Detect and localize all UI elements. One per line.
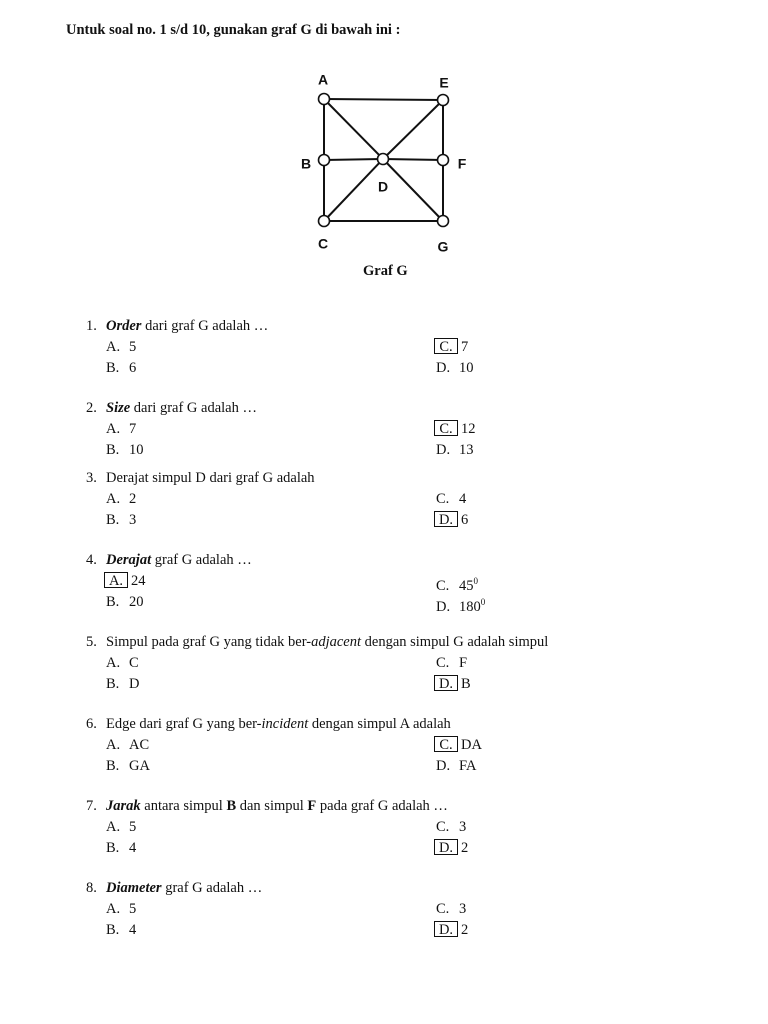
option-text: 7 xyxy=(461,339,469,355)
stem-text: graf G adalah … xyxy=(151,552,252,568)
option-letter: C. xyxy=(434,736,458,752)
edge-BD xyxy=(324,159,383,160)
option-a[interactable] xyxy=(104,571,146,591)
question-number: 1. xyxy=(86,318,97,334)
option-letter: D. xyxy=(434,921,458,937)
option-d[interactable] xyxy=(434,440,474,460)
vertex-C xyxy=(319,216,330,227)
option-letter: B. xyxy=(106,758,120,774)
option-text: 10 xyxy=(459,360,474,376)
stem-text: antara simpul xyxy=(140,798,227,814)
option-c[interactable] xyxy=(434,337,468,357)
vertex-label-A: A xyxy=(317,71,329,88)
question-2 xyxy=(86,398,706,458)
option-d[interactable] xyxy=(434,358,474,378)
option-text: 2 xyxy=(129,491,137,507)
option-c[interactable] xyxy=(434,653,467,673)
edge-DG xyxy=(383,159,443,221)
question-number: 8. xyxy=(86,880,97,896)
option-c[interactable] xyxy=(434,899,466,919)
option-letter: D. xyxy=(436,598,451,615)
question-stem xyxy=(86,398,706,419)
stem-text: Derajat simpul D dari graf G adalah xyxy=(106,470,315,486)
option-letter: D. xyxy=(436,442,451,458)
option-text: 20 xyxy=(129,594,144,610)
option-text: 3 xyxy=(129,512,137,528)
option-text: 7 xyxy=(129,421,137,437)
option-text: 12 xyxy=(461,421,476,437)
edge-ED xyxy=(383,100,443,159)
edge-AD xyxy=(324,99,383,159)
stem-text: Edge dari graf G yang ber- xyxy=(106,716,262,732)
edge-AE xyxy=(324,99,443,100)
option-letter: D. xyxy=(436,360,451,376)
vertex-label-E: E xyxy=(439,74,449,91)
option-c[interactable] xyxy=(434,817,466,837)
option-text: FA xyxy=(459,758,477,774)
question-6 xyxy=(86,714,706,774)
option-b[interactable] xyxy=(104,920,136,940)
option-c[interactable] xyxy=(434,735,482,755)
option-a[interactable] xyxy=(104,817,136,837)
question-7 xyxy=(86,796,706,856)
option-text: B xyxy=(461,676,471,692)
vertex-D xyxy=(378,154,389,165)
option-letter: B. xyxy=(106,922,120,938)
option-letter: C. xyxy=(436,819,450,835)
option-b[interactable] xyxy=(104,440,144,460)
question-8 xyxy=(86,878,706,938)
question-number: 3. xyxy=(86,470,97,486)
question-number: 7. xyxy=(86,798,97,814)
question-4 xyxy=(86,550,706,615)
option-text: 6 xyxy=(461,512,469,528)
option-text: 4 xyxy=(129,922,137,938)
option-letter: D. xyxy=(434,839,458,855)
option-a[interactable] xyxy=(104,735,149,755)
option-a[interactable] xyxy=(104,337,136,357)
vertex-G xyxy=(438,216,449,227)
option-a[interactable] xyxy=(104,899,136,919)
stem-text: B xyxy=(226,798,237,814)
option-b[interactable] xyxy=(104,674,139,694)
vertex-label-C: C xyxy=(317,235,329,252)
option-letter: B. xyxy=(106,676,120,692)
option-text: 2 xyxy=(461,840,469,856)
stem-text: dan simpul xyxy=(236,798,308,814)
degree-superscript: 0 xyxy=(473,576,478,586)
stem-text: F xyxy=(307,798,317,814)
option-text: 10 xyxy=(129,442,144,458)
option-text: C xyxy=(129,655,139,671)
stem-text: dari graf G adalah … xyxy=(141,318,269,334)
option-letter: B. xyxy=(106,360,120,376)
option-d[interactable] xyxy=(434,592,485,617)
option-text: 45 xyxy=(459,577,474,594)
question-number: 4. xyxy=(86,552,97,568)
option-b[interactable] xyxy=(104,592,144,612)
question-3 xyxy=(86,468,706,528)
graph-caption: Graf G xyxy=(363,263,408,279)
option-a[interactable] xyxy=(104,419,136,439)
vertex-label-D: D xyxy=(377,178,389,195)
vertex-B xyxy=(319,155,330,166)
option-letter: B. xyxy=(106,594,120,610)
option-letter: C. xyxy=(434,338,458,354)
question-stem xyxy=(86,316,706,337)
option-letter: B. xyxy=(106,512,120,528)
question-number: 5. xyxy=(86,634,97,650)
option-text: DA xyxy=(461,737,482,753)
option-d[interactable] xyxy=(434,510,468,530)
option-a[interactable] xyxy=(104,653,139,673)
option-text: 4 xyxy=(129,840,137,856)
vertex-label-B: B xyxy=(300,155,312,172)
option-letter: B. xyxy=(106,840,120,856)
stem-keyword: Derajat xyxy=(106,552,152,568)
question-stem xyxy=(86,714,706,735)
option-d[interactable] xyxy=(434,756,476,776)
degree-superscript: 0 xyxy=(480,597,486,607)
option-letter: A. xyxy=(106,491,121,507)
stem-text: adjacent xyxy=(311,634,362,650)
option-c[interactable] xyxy=(434,419,476,439)
question-stem xyxy=(86,632,706,653)
option-text: D xyxy=(129,676,140,692)
option-letter: A. xyxy=(106,421,121,437)
stem-text: dengan simpul A adalah xyxy=(308,716,451,732)
option-letter: D. xyxy=(436,758,451,774)
option-text: 5 xyxy=(129,339,137,355)
stem-keyword: Size xyxy=(106,400,131,416)
option-text: 5 xyxy=(129,901,137,917)
option-d[interactable] xyxy=(434,674,471,694)
option-c[interactable] xyxy=(434,489,466,509)
option-letter: C. xyxy=(436,577,450,594)
stem-text: incident xyxy=(261,716,309,732)
option-letter: C. xyxy=(436,655,450,671)
option-a[interactable] xyxy=(104,489,136,509)
option-letter: A. xyxy=(106,737,121,753)
option-b[interactable] xyxy=(104,510,136,530)
vertex-label-G: G xyxy=(437,238,449,255)
option-text: F xyxy=(459,655,468,671)
option-letter: C. xyxy=(436,901,450,917)
option-b[interactable] xyxy=(104,756,150,776)
option-letter: D. xyxy=(434,675,458,691)
stem-text: pada graf G adalah … xyxy=(316,798,448,814)
question-stem xyxy=(86,468,706,489)
stem-keyword: Jarak xyxy=(106,798,141,814)
question-stem xyxy=(86,796,706,817)
option-text: 3 xyxy=(459,819,467,835)
option-d[interactable] xyxy=(434,920,468,940)
edge-DF xyxy=(383,159,443,160)
question-1 xyxy=(86,316,706,376)
option-text: 3 xyxy=(459,901,467,917)
question-number: 2. xyxy=(86,400,97,416)
graph-figure xyxy=(0,0,768,300)
stem-text: dari graf G adalah … xyxy=(130,400,257,416)
option-letter: A. xyxy=(106,901,121,917)
stem-text: Simpul pada graf G yang tidak ber- xyxy=(106,634,312,650)
vertex-A xyxy=(319,94,330,105)
vertex-F xyxy=(438,155,449,166)
option-b[interactable] xyxy=(104,838,136,858)
question-5 xyxy=(86,632,706,692)
option-text: 6 xyxy=(129,360,137,376)
instruction-heading: Untuk soal no. 1 s/d 10, gunakan graf G di bawah ini : xyxy=(66,22,401,38)
option-text: GA xyxy=(129,758,150,774)
stem-text: graf G adalah … xyxy=(161,880,263,896)
option-letter: B. xyxy=(106,442,120,458)
option-letter: A. xyxy=(106,339,121,355)
option-letter: A. xyxy=(104,572,128,588)
option-text: 180 xyxy=(459,598,481,615)
question-stem xyxy=(86,878,706,899)
option-text: AC xyxy=(129,737,150,753)
option-letter: A. xyxy=(106,819,121,835)
question-stem xyxy=(86,550,706,571)
vertex-label-F: F xyxy=(457,155,467,172)
stem-keyword: Diameter xyxy=(106,880,162,896)
option-b[interactable] xyxy=(104,358,136,378)
option-letter: C. xyxy=(436,491,450,507)
option-letter: C. xyxy=(434,420,458,436)
option-letter: A. xyxy=(106,655,121,671)
option-text: 5 xyxy=(129,819,137,835)
option-text: 2 xyxy=(461,922,469,938)
option-d[interactable] xyxy=(434,838,468,858)
option-text: 24 xyxy=(131,573,146,589)
option-text: 4 xyxy=(459,491,467,507)
question-number: 6. xyxy=(86,716,97,732)
stem-text: dengan simpul G adalah simpul xyxy=(361,634,549,650)
stem-keyword: Order xyxy=(106,318,142,334)
option-text: 13 xyxy=(459,442,474,458)
option-letter: D. xyxy=(434,511,458,527)
edge-DC xyxy=(324,159,383,221)
vertex-E xyxy=(438,95,449,106)
